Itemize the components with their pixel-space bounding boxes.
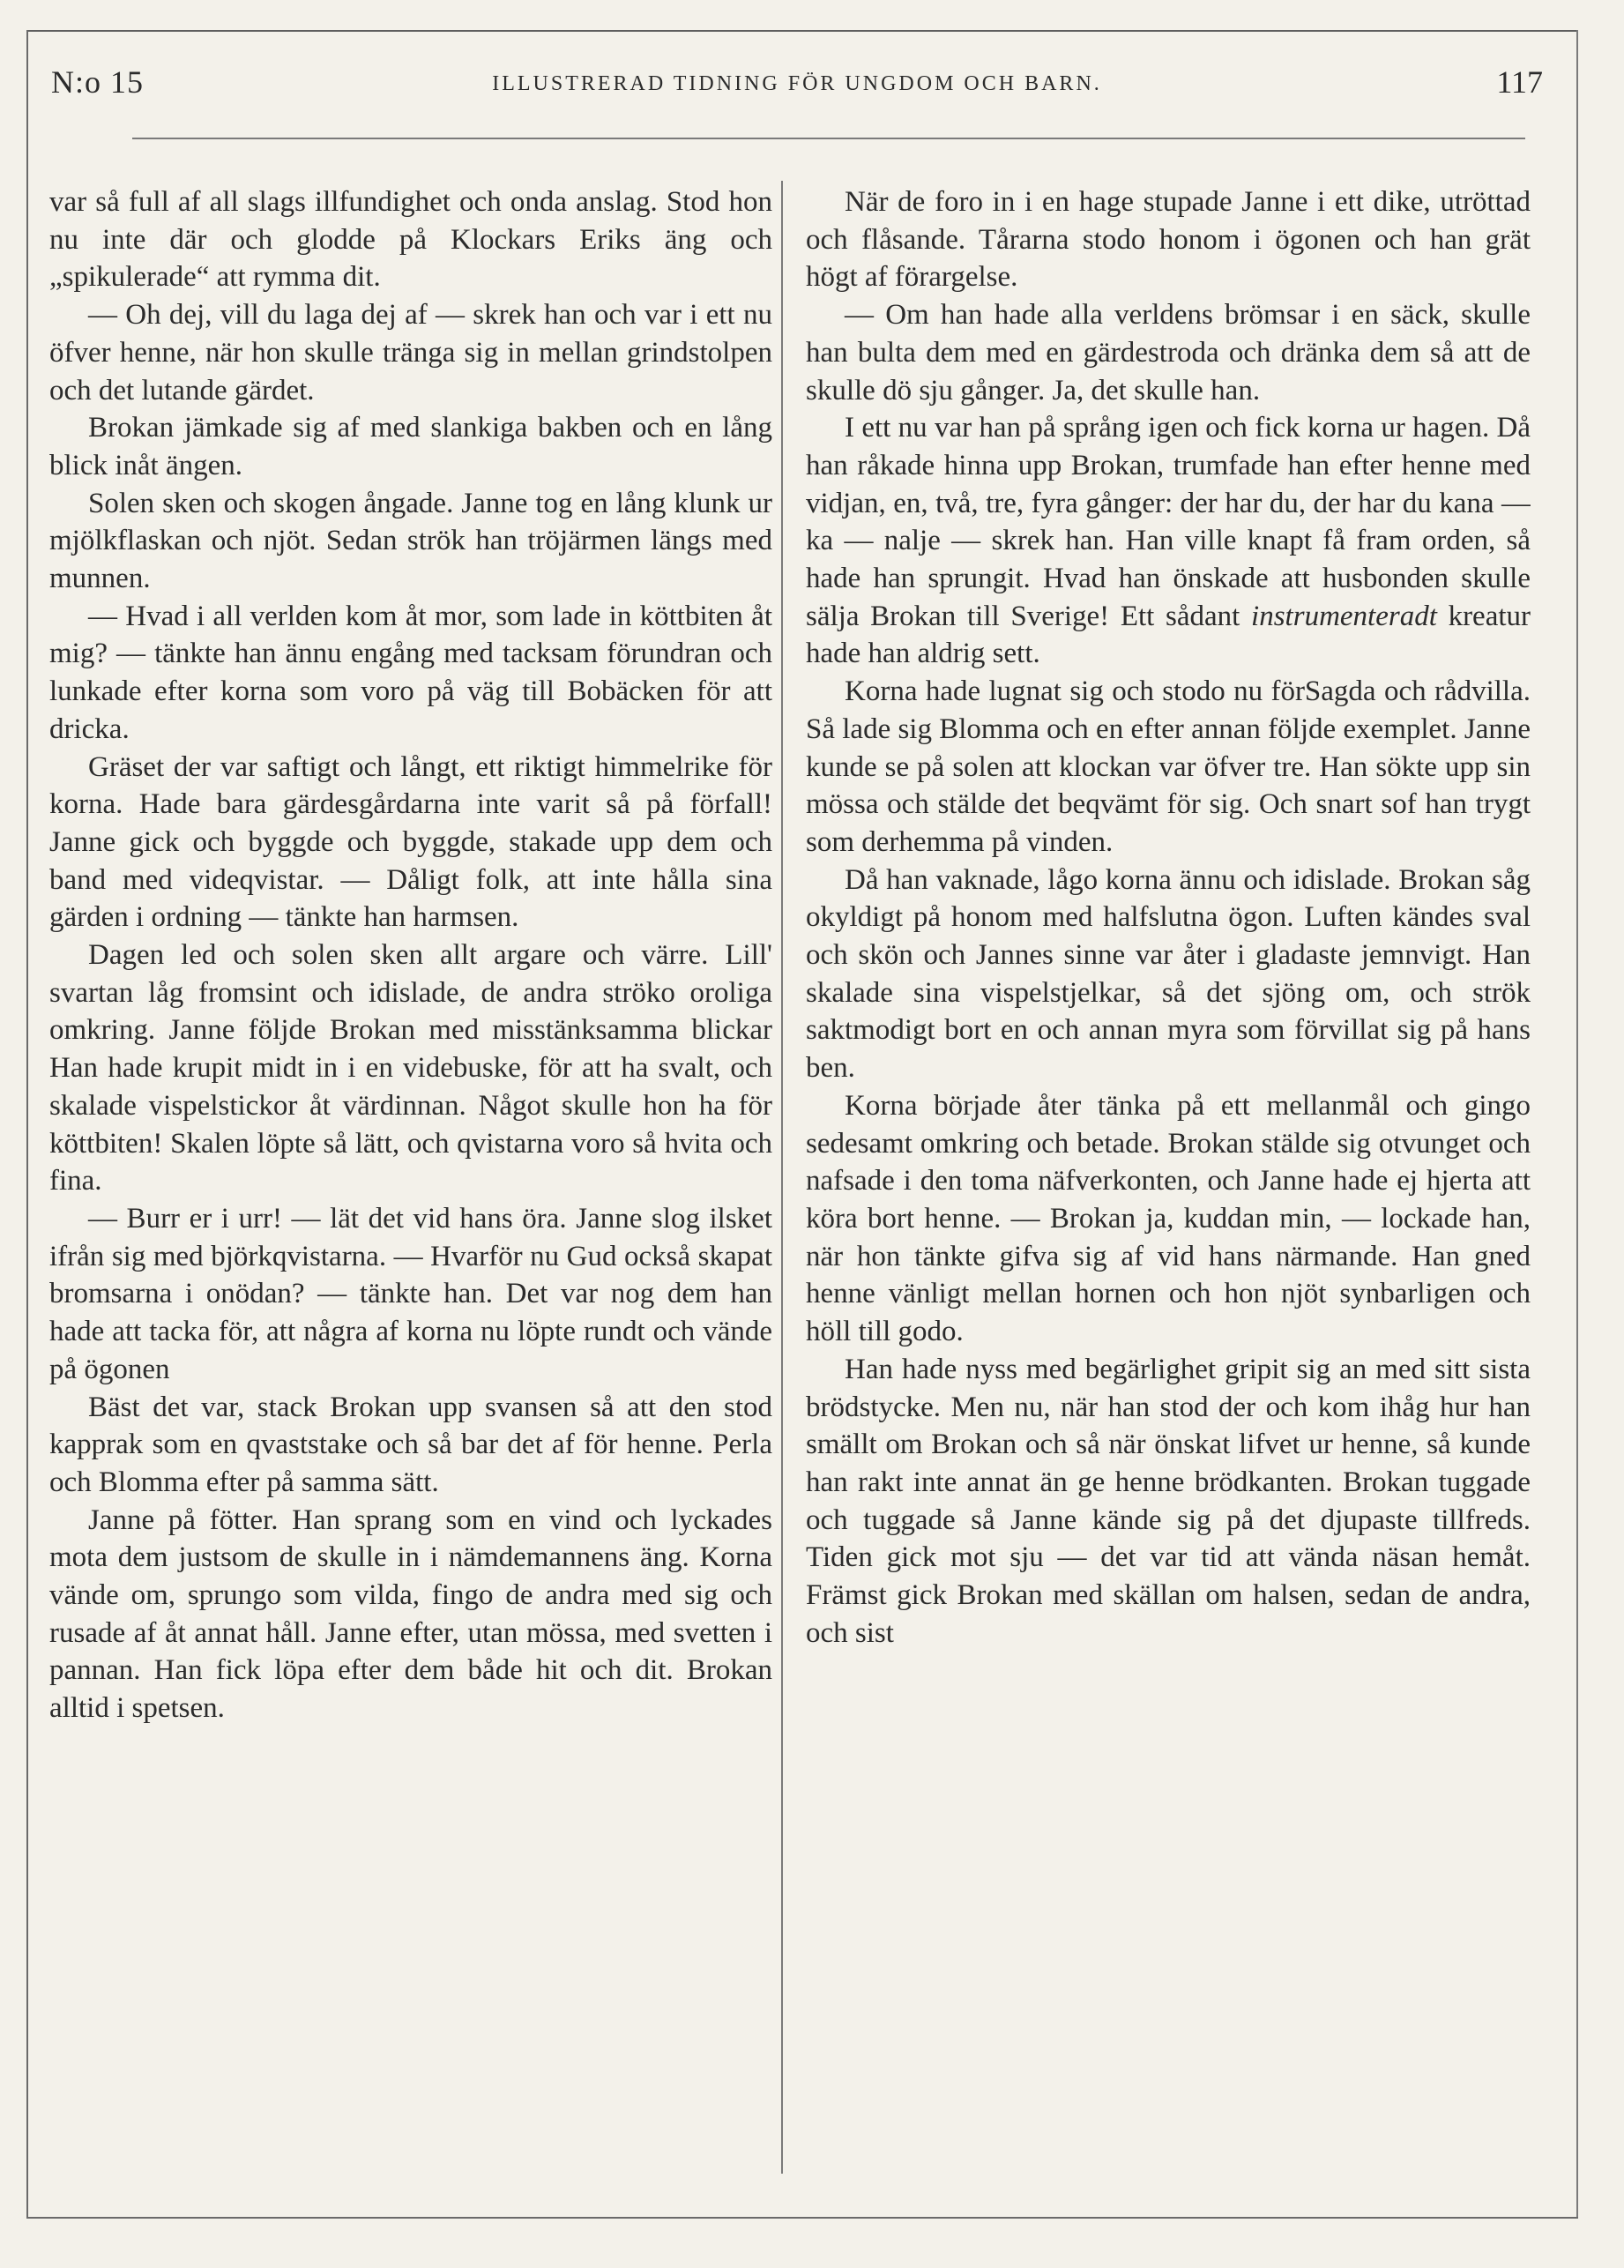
paragraph: — Om han hade alla verldens brömsar i en säck, skulle han bulta dem med en gärdestroda och dränka dem så att de skulle dö sju gånger. Ja, det skulle han. [806,299,1531,407]
paragraph: — Burr er i urr! — lät det vid hans öra. Janne slog ilsket ifrån sig med björkqvistarna. — Hvarför nu Gud också skapat bromsarna i onödan? — tänkte han. Det var nog dem han hade att tacka för, att några af korna nu löpte rundt och vände på ögonen [49,1202,772,1385]
paragraph: Dagen led och solen sken allt argare och värre. Lill' svartan låg fromsint och idislade, de andra ströko oroliga omkring. Janne följde Brokan med misstänksamma blickar Han hade krupit midt in i en videbuske, för att ha svalt, och skalade vispelstickor åt värdinnan. Något skulle hon ha för köttbiten! Skalen löpte så lätt, och qvistarna voro så hvita och fina. [49,939,772,1197]
column-divider [781,181,783,2174]
page-number: 117 [1496,64,1543,100]
page-frame-bottom [26,2217,1578,2219]
paragraph: Han hade nyss med begärlighet gripit sig an med sitt sista brödstycke. Men nu, när han stod der och kom ihåg hur han smällt om Brokan och så när önskat lifvet ur henne, så kunde han rakt inte annat än ge henne brödkanten. Brokan tuggade och tuggade så Janne kände sig på det djupaste tillfreds. Tiden gick mot sju — det var tid att vända näsan hemåt. Främst gick Brokan med skällan om halsen, sedan de andra, och sist [806,1353,1531,1649]
paragraph: Brokan jämkade sig af med slankiga bakben och en lång blick inåt ängen. [49,412,772,481]
italic-word: instrumenteradt [1251,600,1437,632]
issue-number: N:o 15 [51,64,144,100]
paragraph: var så full af all slags illfundighet och onda anslag. Stod hon nu inte där och glodde på Klockars Eriks äng och „spikulerade“ att rymma dit. [49,186,772,294]
page-frame-left [26,30,28,2217]
paragraph: — Oh dej, vill du laga dej af — skrek han och var i ett nu öfver henne, när hon skulle tränga sig in mellan grindstolpen och det lutande gärdet. [49,299,772,407]
paragraph: Korna började åter tänka på ett mellanmål och gingo sedesamt omkring och betade. Brokan stälde sig otvunget och nafsade i den toma näfverkonten, och Janne hade ej hjerta att köra bort henne. — Brokan ja, kuddan min, — lockade han, när hon tänkte gifva sig af vid hans närmande. Han gned henne vänligt mellan hornen och hon njöt synbarligen och höll till godo. [806,1089,1531,1348]
paragraph: När de foro in i en hage stupade Janne i ett dike, utröttad och flåsande. Tårarna stodo honom i ögonen och han grät högt af förargelse. [806,186,1531,294]
paragraph [806,409,1531,673]
header-rule [132,138,1525,139]
paragraph: Korna hade lugnat sig och stodo nu förSagda och rådvilla. Så lade sig Blomma och en efter annan följde exemplet. Janne kunde se på solen att klockan var öfver tre. Han sökte upp sin mössa och stälde det beqvämt för sig. Och snart sof han trygt som derhemma på vinden. [806,675,1531,858]
paragraph: Janne på fötter. Han sprang som en vind och lyckades mota dem justsom de skulle in i nämdemannens äng. Korna vände om, sprungo som vilda, fingo de andra med sig och rusade af åt annat håll. Janne efter, utan mössa, med svetten i pannan. Han fick löpa efter dem både hit och dit. Brokan alltid i spetsen. [49,1503,772,1725]
paragraph-text: I ett nu var han på språng igen och fick korna ur hagen. Då han råkade hinna upp Brokan, trumfade han efter henne med vidjan, en, två, tre, fyra gånger: der har du, der har du kana — ka — nalje — skrek han. Han ville knapt få fram orden, så hade han sprungit. Hvad han önskade att husbonden skulle sälja Brokan till Sverige! Ett sådant [806,412,1531,632]
paragraph-text: kreatur hade han aldrig sett. [806,600,1531,670]
paragraph: Solen sken och skogen ångade. Janne tog en lång klunk ur mjölkflaskan och njöt. Sedan strök han tröjärmen längs med munnen. [49,487,772,595]
page-frame-top [26,30,1578,32]
page-header [51,63,1543,108]
paragraph: Gräset der var saftigt och långt, ett riktigt himmelrike för korna. Hade bara gärdesgårdarna inte varit så på förfall! Janne gick och byggde och byggde, stakade upp dem och band med videqvistar. — Dåligt folk, att inte hålla sina gärden i ordning — tänkte han harmsen. [49,750,772,934]
page-frame-right [1576,30,1578,2217]
paragraph: — Hvad i all verlden kom åt mor, som lade in köttbiten åt mig? — tänkte han ännu engång med tacksam förundran och lunkade efter korna som voro på väg till Bobäcken för att dricka. [49,600,772,745]
left-column [49,183,772,2176]
publication-title: ILLUSTRERAD TIDNING FÖR UNGDOM OCH BARN. [492,72,1102,95]
paragraph: Då han vaknade, lågo korna ännu och idislade. Brokan såg okyldigt på honom med halfslutna ögon. Luften kändes sval och skön och Jannes sinne var åter i gladaste jemnvigt. Han skalade sina vispelstjelkar, så det sjöng om, och strök saktmodigt bort en och annan myra som förvillat sig på hans ben. [806,863,1531,1085]
paragraph: Bäst det var, stack Brokan upp svansen så att den stod kapprak som en qvaststake och så bar det af för henne. Perla och Blomma efter på samma sätt. [49,1391,772,1498]
right-column [806,183,1531,2176]
